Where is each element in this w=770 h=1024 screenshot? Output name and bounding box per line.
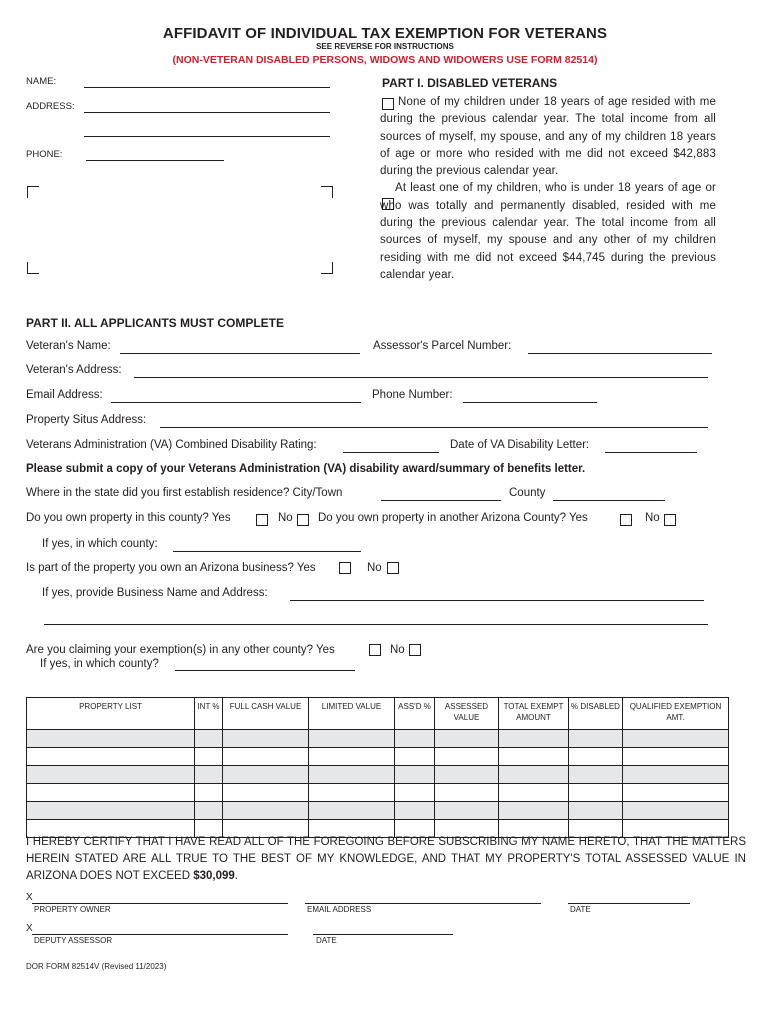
table-cell[interactable] xyxy=(623,784,729,802)
which-county-field[interactable] xyxy=(173,551,361,552)
county-label: County xyxy=(509,487,546,499)
other-county-exemption-yes-checkbox[interactable] xyxy=(369,644,381,656)
deputy-assessor-label: DEPUTY ASSESSOR xyxy=(34,936,113,945)
own-property-other-yes-checkbox[interactable] xyxy=(620,514,632,526)
table-cell[interactable] xyxy=(27,766,195,784)
own-property-other-no-checkbox[interactable] xyxy=(664,514,676,526)
deputy-assessor-signature-field[interactable] xyxy=(32,934,288,935)
address-field-line-2[interactable] xyxy=(84,136,330,137)
table-cell[interactable] xyxy=(623,730,729,748)
table-cell[interactable] xyxy=(27,730,195,748)
table-cell[interactable] xyxy=(569,784,623,802)
col-total-exempt-amount: TOTAL EXEMPT AMOUNT xyxy=(499,698,569,730)
table-cell[interactable] xyxy=(499,802,569,820)
veteran-address-field[interactable] xyxy=(134,377,708,378)
table-cell[interactable] xyxy=(569,730,623,748)
property-situs-label: Property Situs Address: xyxy=(26,414,147,426)
residence-label: Where in the state did you first establish residence? City/Town xyxy=(26,487,343,499)
assessor-date-label: DATE xyxy=(316,936,337,945)
part1-heading: PART I. DISABLED VETERANS xyxy=(382,76,558,90)
table-cell[interactable] xyxy=(395,802,435,820)
which-county-label: If yes, in which county: xyxy=(42,538,158,550)
owner-date-label: DATE xyxy=(570,905,591,914)
table-cell[interactable] xyxy=(569,766,623,784)
table-cell[interactable] xyxy=(309,748,395,766)
col-pct-disabled: % DISABLED xyxy=(569,698,623,730)
veteran-name-label: Veteran's Name: xyxy=(26,340,111,352)
az-business-yes-checkbox[interactable] xyxy=(339,562,351,574)
assessor-date-field[interactable] xyxy=(313,934,453,935)
table-cell[interactable] xyxy=(623,766,729,784)
other-which-county-label: If yes, in which county? xyxy=(40,658,159,670)
address-label: ADDRESS: xyxy=(26,101,75,112)
table-cell[interactable] xyxy=(27,802,195,820)
veteran-address-label: Veteran's Address: xyxy=(26,364,122,376)
veteran-name-field[interactable] xyxy=(120,353,360,354)
az-business-label: Is part of the property you own an Arizona business? Yes xyxy=(26,562,316,574)
part1-option2-text: At least one of my children, who is under 18 years of age or who was totally and permanently disabled, resided with me during the previous calendar year. The total income from all sources of myself, my spouse and any other of my children residing with me did not exceed $44,745 during the previous calendar year. xyxy=(380,182,716,281)
table-cell[interactable] xyxy=(499,784,569,802)
owner-email-field[interactable] xyxy=(305,903,541,904)
property-table-header xyxy=(27,698,729,730)
table-cell[interactable] xyxy=(195,802,223,820)
other-county-exemption-no-label: No xyxy=(390,644,405,656)
table-cell[interactable] xyxy=(223,766,309,784)
table-cell[interactable] xyxy=(223,802,309,820)
certification-text: I HEREBY CERTIFY THAT I HAVE READ ALL OF THE FOREGOING BEFORE SUBSCRIBING MY NAME HERETO, THAT THE MATTERS HEREIN STATED ARE ALL TRUE TO THE BEST OF MY KNOWLEDGE, AND THAT MY PROPERTY'S TOTAL ASSESSED VALUE IN ARIZONA DOES NOT EXCEED xyxy=(26,836,746,882)
part1-option1-text: None of my children under 18 years of age resided with me during the previous calendar year. The total income from all sources of myself, my spouse, and any of my children 18 years of age or more who resided with me did not exceed $42,883 during the previous calendar year. xyxy=(380,96,716,178)
table-cell[interactable] xyxy=(435,766,499,784)
va-letter-date-field[interactable] xyxy=(605,452,697,453)
table-cell[interactable] xyxy=(309,784,395,802)
va-rating-field[interactable] xyxy=(343,452,439,453)
email-field[interactable] xyxy=(111,402,361,403)
table-cell[interactable] xyxy=(623,802,729,820)
name-label: NAME: xyxy=(26,76,57,87)
business-address-field[interactable] xyxy=(44,624,708,625)
table-cell[interactable] xyxy=(435,802,499,820)
table-cell[interactable] xyxy=(623,748,729,766)
own-property-other-no-label: No xyxy=(645,512,660,524)
az-business-no-checkbox[interactable] xyxy=(387,562,399,574)
other-county-exemption-label: Are you claiming your exemption(s) in any other county? Yes xyxy=(26,644,335,656)
part1-options xyxy=(380,94,716,284)
col-assd-pct: ASS'D % xyxy=(395,698,435,730)
certification-amount: $30,099 xyxy=(193,870,235,882)
table-cell[interactable] xyxy=(395,766,435,784)
residence-city-field[interactable] xyxy=(381,500,501,501)
table-cell[interactable] xyxy=(223,784,309,802)
table-cell[interactable] xyxy=(395,730,435,748)
window-corner-bottom-right xyxy=(321,262,333,274)
table-cell[interactable] xyxy=(569,748,623,766)
table-cell[interactable] xyxy=(395,748,435,766)
window-corner-top-right xyxy=(321,186,333,198)
table-cell[interactable] xyxy=(27,748,195,766)
email-address-label: EMAIL ADDRESS xyxy=(307,905,372,914)
table-cell[interactable] xyxy=(435,730,499,748)
table-row xyxy=(27,784,729,802)
residence-county-field[interactable] xyxy=(553,500,665,501)
col-property-list: PROPERTY LIST xyxy=(27,698,195,730)
address-field-line-1[interactable] xyxy=(84,112,330,113)
table-cell[interactable] xyxy=(309,730,395,748)
property-situs-field[interactable] xyxy=(160,427,708,428)
own-property-county-yes-checkbox[interactable] xyxy=(256,514,268,526)
table-cell[interactable] xyxy=(309,766,395,784)
other-which-county-field[interactable] xyxy=(175,670,355,671)
table-cell[interactable] xyxy=(223,748,309,766)
property-list-table xyxy=(26,697,729,838)
submit-note: Please submit a copy of your Veterans Administration (VA) disability award/summary of benefits letter. xyxy=(26,463,586,475)
own-property-county-no-label: No xyxy=(278,512,293,524)
parcel-number-label: Assessor's Parcel Number: xyxy=(373,340,512,352)
phone-number-field[interactable] xyxy=(463,402,597,403)
phone-field[interactable] xyxy=(86,160,224,161)
email-label: Email Address: xyxy=(26,389,103,401)
table-cell[interactable] xyxy=(195,730,223,748)
business-name-field[interactable] xyxy=(290,600,704,601)
table-cell[interactable] xyxy=(499,730,569,748)
certification-statement xyxy=(26,834,746,885)
col-assessed-value: ASSESSED VALUE xyxy=(435,698,499,730)
owner-date-field[interactable] xyxy=(568,903,690,904)
form-notice: (NON-VETERAN DISABLED PERSONS, WIDOWS AND WIDOWERS USE FORM 82514) xyxy=(172,54,598,66)
col-int-pct: INT % xyxy=(195,698,223,730)
phone-label: PHONE: xyxy=(26,149,63,160)
phone-number-label: Phone Number: xyxy=(372,389,453,401)
table-cell[interactable] xyxy=(27,784,195,802)
name-field[interactable] xyxy=(84,87,330,88)
col-limited-value: LIMITED VALUE xyxy=(309,698,395,730)
table-cell[interactable] xyxy=(435,748,499,766)
table-row xyxy=(27,730,729,748)
az-business-no-label: No xyxy=(367,562,382,574)
business-name-label: If yes, provide Business Name and Address: xyxy=(42,587,268,599)
va-rating-label: Veterans Administration (VA) Combined Disability Rating: xyxy=(26,439,317,451)
own-property-county-no-checkbox[interactable] xyxy=(297,514,309,526)
parcel-number-field[interactable] xyxy=(528,353,712,354)
own-property-other-label: Do you own property in another Arizona County? Yes xyxy=(318,512,588,524)
own-property-county-label: Do you own property in this county? Yes xyxy=(26,512,231,524)
form-subtitle: SEE REVERSE FOR INSTRUCTIONS xyxy=(316,42,454,51)
window-corner-top-left xyxy=(27,186,39,198)
va-letter-date-label: Date of VA Disability Letter: xyxy=(450,439,590,451)
form-id: DOR FORM 82514V (Revised 11/2023) xyxy=(26,962,167,971)
table-cell[interactable] xyxy=(223,730,309,748)
col-qualified-exemption: QUALIFIED EXEMPTION AMT. xyxy=(623,698,729,730)
table-cell[interactable] xyxy=(195,766,223,784)
table-cell[interactable] xyxy=(195,784,223,802)
other-county-exemption-no-checkbox[interactable] xyxy=(409,644,421,656)
part2-heading: PART II. ALL APPLICANTS MUST COMPLETE xyxy=(26,316,284,330)
certification-period: . xyxy=(234,870,238,882)
table-cell[interactable] xyxy=(395,784,435,802)
property-owner-label: PROPERTY OWNER xyxy=(34,905,111,914)
table-row xyxy=(27,766,729,784)
table-cell[interactable] xyxy=(569,802,623,820)
form-title: AFFIDAVIT OF INDIVIDUAL TAX EXEMPTION FOR VETERANS xyxy=(162,25,608,42)
window-corner-bottom-left xyxy=(27,262,39,274)
table-cell[interactable] xyxy=(309,802,395,820)
assessor-x-mark: X xyxy=(26,923,33,934)
owner-x-mark: X xyxy=(26,892,33,903)
table-cell[interactable] xyxy=(499,766,569,784)
col-full-cash-value: FULL CASH VALUE xyxy=(223,698,309,730)
property-owner-signature-field[interactable] xyxy=(32,903,288,904)
table-cell[interactable] xyxy=(195,748,223,766)
table-row xyxy=(27,748,729,766)
table-cell[interactable] xyxy=(435,784,499,802)
table-row xyxy=(27,802,729,820)
table-cell[interactable] xyxy=(499,748,569,766)
